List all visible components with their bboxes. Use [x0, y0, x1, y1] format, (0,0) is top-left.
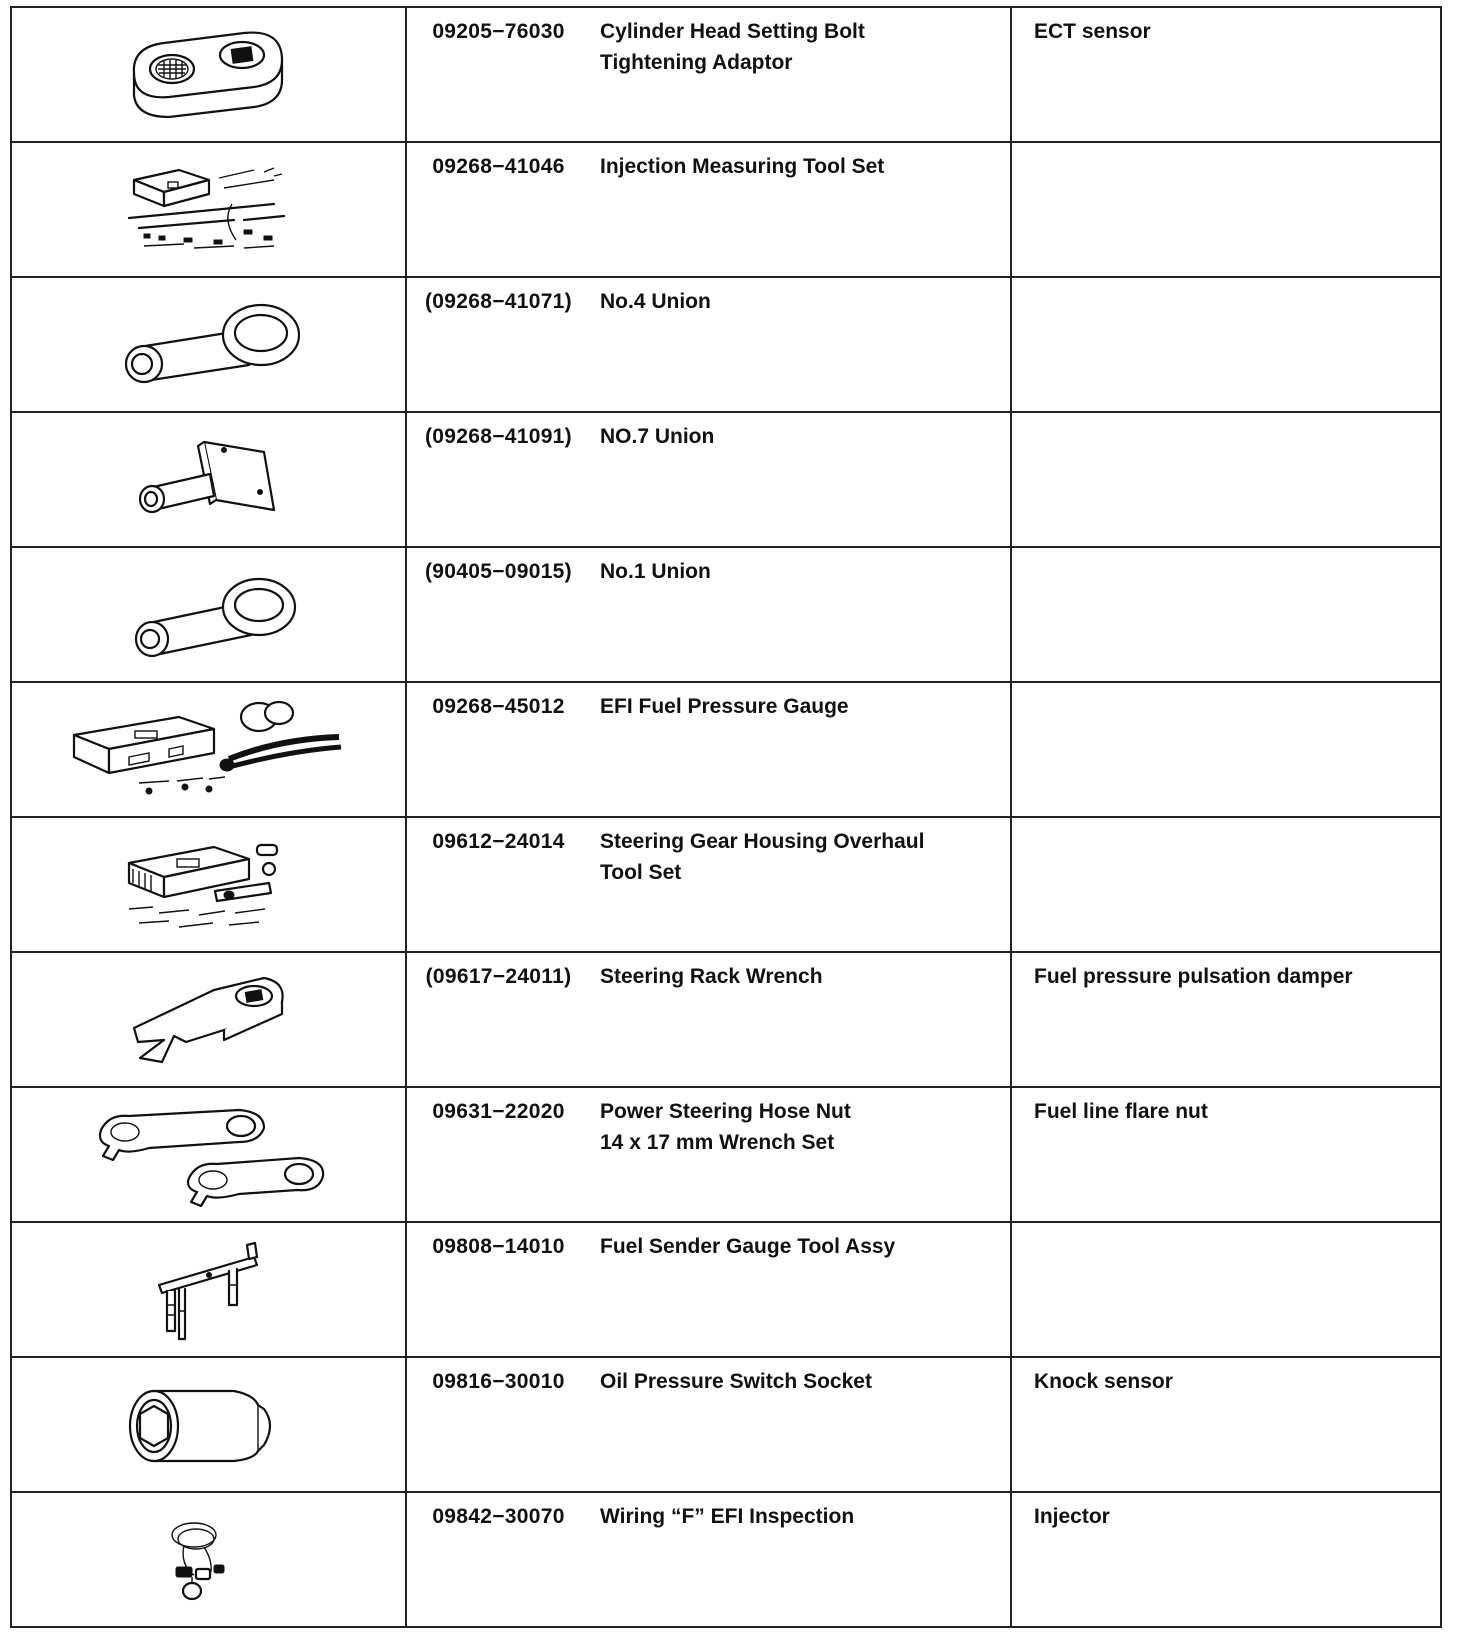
- tool-name-line: Cylinder Head Setting Bolt: [600, 20, 865, 43]
- special-service-tools-table: [10, 6, 1442, 1628]
- tool-name: [590, 1501, 1010, 1532]
- table-row: [11, 547, 1441, 682]
- steering-rack-wrench-icon: [124, 970, 294, 1070]
- tool-name-line: Injection Measuring Tool Set: [600, 155, 885, 178]
- part-number: 09205−76030: [432, 20, 565, 43]
- illustration-cell: [11, 682, 406, 817]
- tool-name: [590, 556, 1010, 587]
- tool-name: [590, 826, 1010, 888]
- bolt-tightening-adaptor-icon: [124, 25, 294, 125]
- part-number: 09612−24014: [432, 830, 565, 853]
- part-number: (09268−41071): [425, 290, 572, 313]
- tool-name-line: NO.7 Union: [600, 425, 715, 448]
- illustration-cell: [11, 1222, 406, 1357]
- application-cell: [1011, 1087, 1441, 1222]
- fuel-pressure-gauge-kit-icon: [69, 695, 349, 805]
- application-note: Injector: [1034, 1505, 1110, 1528]
- part-number: 09631−22020: [432, 1100, 565, 1123]
- tool-name: [590, 16, 1010, 78]
- application-cell: [1011, 277, 1441, 412]
- table-row: [11, 142, 1441, 277]
- part-number: (90405−09015): [425, 560, 572, 583]
- illustration-cell: [11, 1357, 406, 1492]
- table-row: [11, 1222, 1441, 1357]
- part-number: 09268−41046: [432, 155, 565, 178]
- illustration-cell: [11, 817, 406, 952]
- application-cell: [1011, 1492, 1441, 1627]
- description-cell: [406, 7, 1011, 142]
- tool-name-line: Tightening Adaptor: [600, 51, 793, 74]
- application-cell: [1011, 547, 1441, 682]
- application-note: [1012, 818, 1440, 826]
- table-row: [11, 1087, 1441, 1222]
- application-note: [1012, 1223, 1440, 1231]
- injection-tool-set-icon: [124, 160, 294, 260]
- application-note: [1012, 548, 1440, 556]
- fuel-sender-gauge-tool-icon: [139, 1235, 279, 1345]
- inspection-wiring-icon: [154, 1505, 264, 1615]
- tool-name: [590, 1366, 1010, 1397]
- part-number: (09268−41091): [425, 425, 572, 448]
- application-note: [1012, 413, 1440, 421]
- socket-icon: [124, 1375, 294, 1475]
- illustration-cell: [11, 952, 406, 1087]
- table-row: [11, 817, 1441, 952]
- tool-name-line: Steering Rack Wrench: [600, 965, 823, 988]
- tool-name: [590, 1231, 1010, 1262]
- application-note: ECT sensor: [1034, 20, 1151, 43]
- tool-name: [590, 151, 1010, 182]
- union-no1-icon: [109, 565, 309, 665]
- tool-name-line: Steering Gear Housing Overhaul: [600, 830, 925, 853]
- description-cell: [406, 1492, 1011, 1627]
- part-number: 09808−14010: [432, 1235, 565, 1258]
- application-cell: [1011, 817, 1441, 952]
- tool-name: [590, 286, 1010, 317]
- application-cell: [1011, 952, 1441, 1087]
- tool-name-line: No.1 Union: [600, 560, 711, 583]
- application-cell: [1011, 7, 1441, 142]
- flare-nut-wrench-set-icon: [89, 1100, 329, 1210]
- description-cell: [406, 1357, 1011, 1492]
- tool-name-line: Tool Set: [600, 861, 682, 884]
- tool-name: [590, 421, 1010, 452]
- application-note: [1012, 278, 1440, 286]
- part-number: 09842−30070: [432, 1505, 565, 1528]
- description-cell: [406, 412, 1011, 547]
- part-number: 09268−45012: [432, 695, 565, 718]
- tool-name-line: EFI Fuel Pressure Gauge: [600, 695, 849, 718]
- part-number: 09816−30010: [432, 1370, 565, 1393]
- tool-name-line: Fuel Sender Gauge Tool Assy: [600, 1235, 896, 1258]
- union-no4-icon: [109, 295, 309, 395]
- tool-name-line: Power Steering Hose Nut: [600, 1100, 851, 1123]
- application-cell: [1011, 682, 1441, 817]
- description-cell: [406, 547, 1011, 682]
- illustration-cell: [11, 412, 406, 547]
- description-cell: [406, 1087, 1011, 1222]
- application-cell: [1011, 1222, 1441, 1357]
- illustration-cell: [11, 277, 406, 412]
- tool-name: [590, 961, 1010, 992]
- illustration-cell: [11, 547, 406, 682]
- illustration-cell: [11, 142, 406, 277]
- illustration-cell: [11, 1087, 406, 1222]
- table-row: [11, 7, 1441, 142]
- steering-overhaul-tool-set-icon: [119, 835, 299, 935]
- application-note: Fuel line flare nut: [1034, 1100, 1208, 1123]
- illustration-cell: [11, 1492, 406, 1627]
- application-cell: [1011, 1357, 1441, 1492]
- table-row: [11, 1357, 1441, 1492]
- description-cell: [406, 1222, 1011, 1357]
- application-note: Fuel pressure pulsation damper: [1034, 965, 1353, 988]
- description-cell: [406, 682, 1011, 817]
- tool-name-line: No.4 Union: [600, 290, 711, 313]
- tool-name-line: 14 x 17 mm Wrench Set: [600, 1131, 835, 1154]
- tool-name-line: Wiring “F” EFI Inspection: [600, 1505, 855, 1528]
- description-cell: [406, 142, 1011, 277]
- part-number: (09617−24011): [425, 965, 572, 988]
- table-row: [11, 412, 1441, 547]
- description-cell: [406, 277, 1011, 412]
- application-cell: [1011, 412, 1441, 547]
- union-no7-icon: [124, 430, 294, 530]
- description-cell: [406, 817, 1011, 952]
- application-cell: [1011, 142, 1441, 277]
- description-cell: [406, 952, 1011, 1087]
- application-note: [1012, 683, 1440, 691]
- tool-name: [590, 1096, 1010, 1158]
- tool-name-line: Oil Pressure Switch Socket: [600, 1370, 872, 1393]
- table-row: [11, 277, 1441, 412]
- tool-name: [590, 691, 1010, 722]
- application-note: Knock sensor: [1034, 1370, 1173, 1393]
- table-row: [11, 1492, 1441, 1627]
- table-row: [11, 952, 1441, 1087]
- table-row: [11, 682, 1441, 817]
- illustration-cell: [11, 7, 406, 142]
- application-note: [1012, 143, 1440, 151]
